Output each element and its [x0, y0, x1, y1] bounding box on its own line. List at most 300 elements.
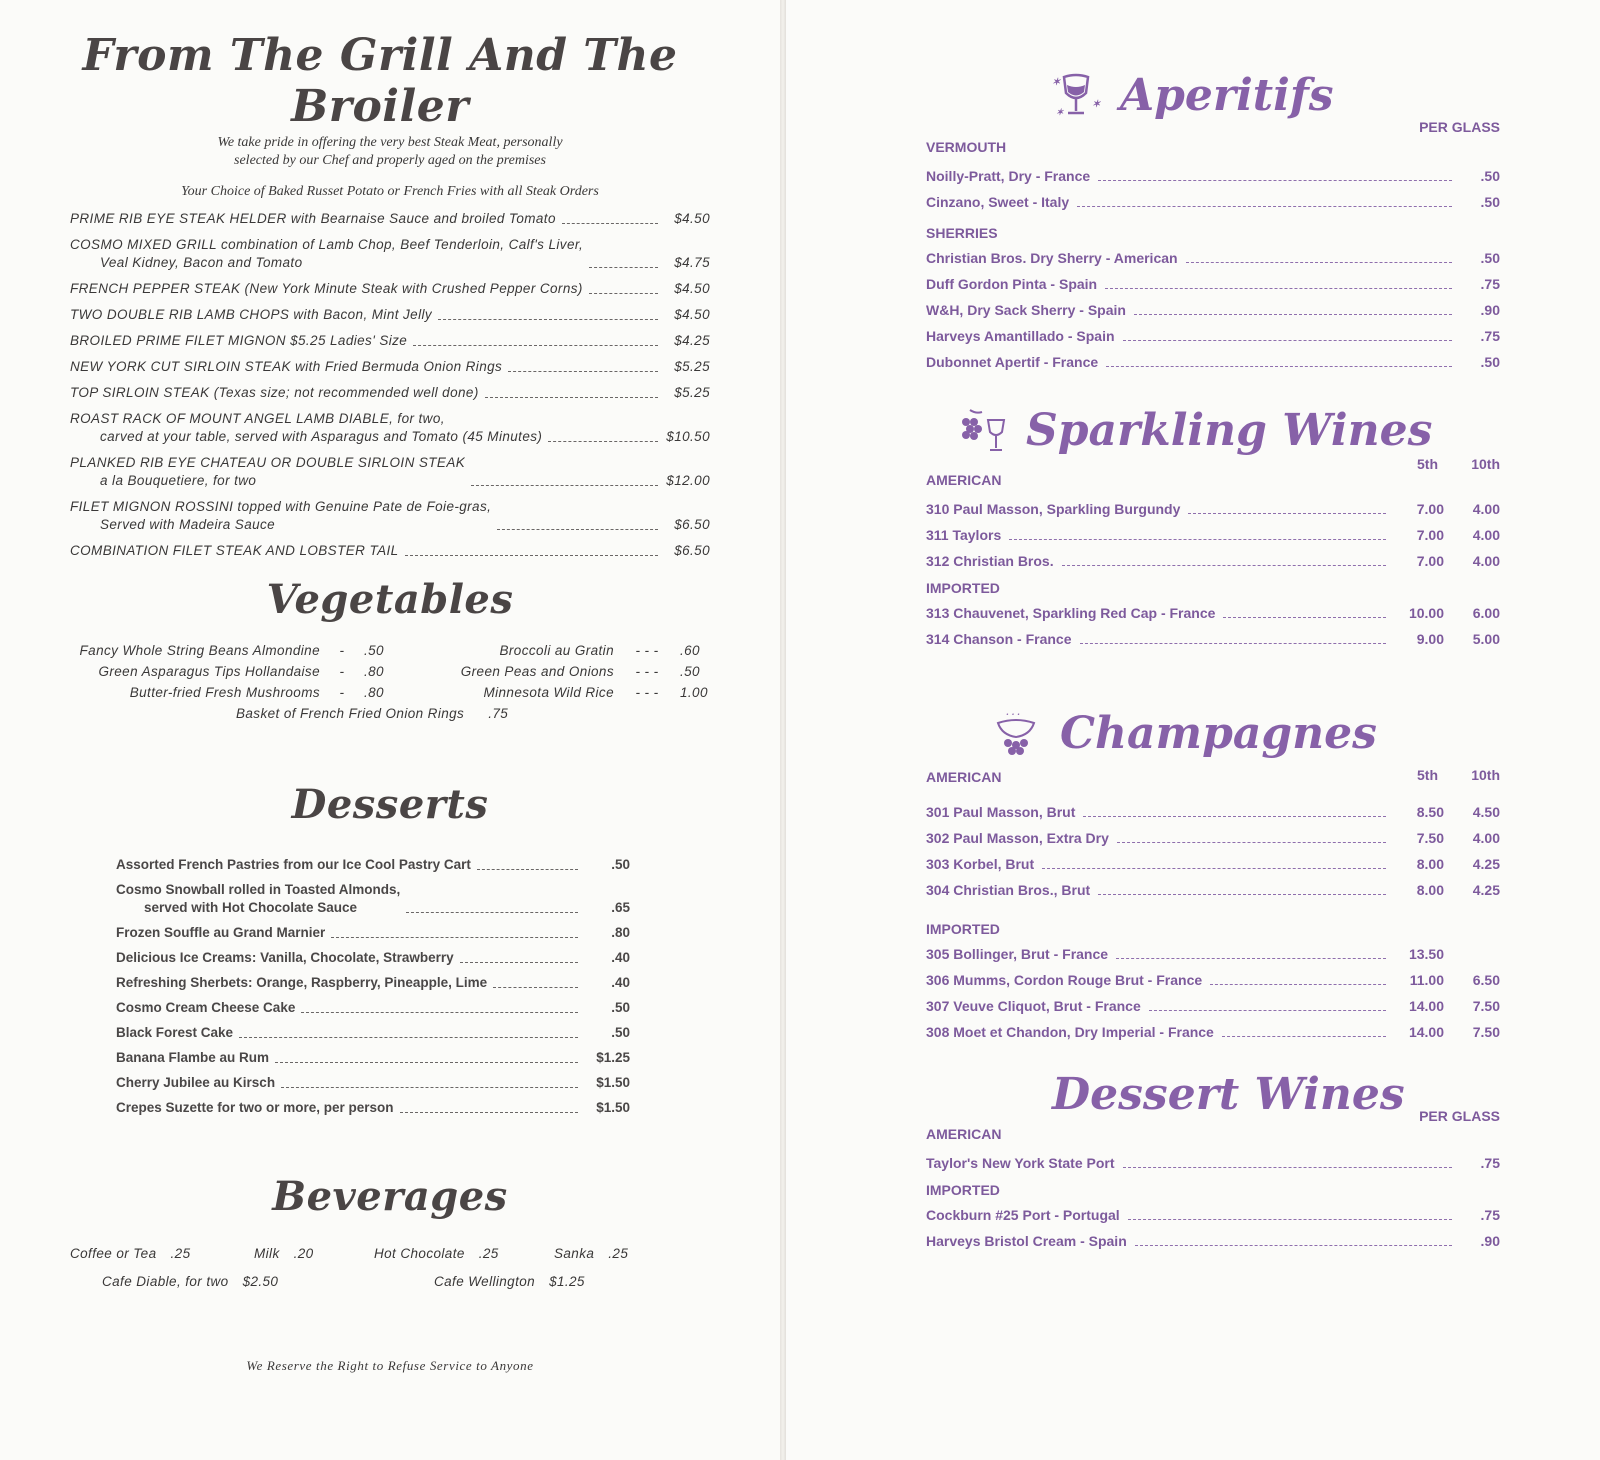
dessert-item-title: Cosmo Cream Cheese Cake — [116, 1000, 296, 1015]
beverage-price: .20 — [293, 1246, 314, 1261]
dot-leader — [301, 1002, 578, 1013]
dash: - - - — [635, 664, 659, 679]
champagne-item — [926, 855, 1500, 873]
dessert-wines-title-text: Dessert Wines — [1052, 1069, 1405, 1120]
grill-item-title: FRENCH PEPPER STEAK (New York Minute Steak with Crushed Pepper Corns) — [70, 281, 583, 296]
champagne-item-price-10th: 7.50 — [1472, 1024, 1500, 1040]
champagnes-title-text: Champagnes — [1060, 708, 1377, 759]
sherry-item-name: W&H, Dry Sack Sherry - Spain — [926, 302, 1126, 318]
grill-tagline: We take pride in offering the very best Steak Meat, personally selected by our Chef and properly aged on the premises — [217, 135, 563, 168]
dot-leader — [1128, 1209, 1452, 1220]
grill-item-name — [70, 498, 491, 534]
dot-leader — [1077, 196, 1452, 207]
dessert-wine-item-price: .90 — [1480, 1233, 1500, 1249]
dessert-item-title: Delicious Ice Creams: Vanilla, Chocolate, Strawberry — [116, 950, 454, 965]
vegetable-price: .80 — [364, 664, 384, 679]
dessert-item — [116, 1049, 630, 1067]
dessert-item-name — [116, 1099, 394, 1117]
beverage-row — [70, 1274, 710, 1302]
dash: - — [339, 685, 345, 700]
dot-leader — [589, 283, 658, 294]
grill-item — [70, 498, 710, 534]
dot-leader — [1098, 884, 1386, 895]
dessert-item — [116, 949, 630, 967]
per-glass-label: PER GLASS — [1419, 119, 1500, 135]
vegetable-row — [70, 664, 710, 679]
sparkling-item-price-10th: 4.00 — [1472, 527, 1500, 543]
dessert-item-name — [116, 1074, 275, 1092]
sparkling-item — [926, 526, 1500, 544]
sparkling-item — [926, 500, 1500, 518]
champagnes-american-list — [926, 803, 1500, 899]
champagne-item-name: 302 Paul Masson, Extra Dry — [926, 830, 1109, 846]
beverage-item — [554, 1246, 628, 1261]
sparkling-imported-label: IMPORTED — [926, 580, 1000, 596]
dessert-item-name — [116, 1024, 233, 1042]
grill-item-price: $5.25 — [674, 385, 710, 400]
sherry-item-name: Dubonnet Apertif - France — [926, 354, 1099, 370]
champagnes-header — [926, 759, 1500, 783]
dessert-wine-item — [926, 1154, 1500, 1172]
dessert-wine-item — [926, 1206, 1500, 1224]
dot-leader — [438, 309, 658, 320]
dot-leader — [1135, 1235, 1452, 1246]
champagne-item — [926, 971, 1500, 989]
vegetable-price: .50 — [680, 664, 700, 679]
dot-leader — [1080, 633, 1387, 644]
dessert-item-price: .65 — [611, 900, 630, 915]
sparkling-item — [926, 552, 1500, 570]
vegetable-item — [70, 685, 394, 700]
dot-leader — [331, 927, 578, 938]
beverage-price: .25 — [170, 1246, 191, 1261]
dessert-item-price: .50 — [611, 1000, 630, 1015]
dot-leader — [413, 335, 658, 346]
beverage-item — [374, 1246, 499, 1261]
sherry-item-price: .75 — [1480, 328, 1500, 344]
sherry-item-name: Duff Gordon Pinta - Spain — [926, 276, 1098, 292]
dessert-item — [116, 974, 630, 992]
sherry-item-price: .75 — [1480, 276, 1500, 292]
grapes-glass-icon — [952, 406, 1012, 456]
grill-item-title: TWO DOUBLE RIB LAMB CHOPS with Bacon, Mint Jelly — [70, 307, 433, 322]
dot-leader — [1210, 974, 1386, 985]
dessert-wines-imported-list — [926, 1206, 1500, 1250]
vegetable-item — [394, 643, 710, 658]
grill-item-name — [70, 358, 502, 376]
grill-item — [70, 410, 710, 446]
vermouth-label: VERMOUTH — [926, 139, 1007, 155]
champagne-item-price-5th: 13.50 — [1408, 946, 1444, 962]
dessert-item-name — [116, 881, 400, 917]
dessert-item — [116, 1074, 630, 1092]
sparkling-item-price-5th: 9.00 — [1416, 631, 1444, 647]
sherry-item — [926, 353, 1500, 371]
beverage-price: $2.50 — [242, 1274, 279, 1289]
vegetable-price: .50 — [364, 643, 384, 658]
wine-glass-icon — [1046, 71, 1106, 121]
beverage-name: Cafe Diable, for two — [102, 1274, 229, 1289]
vermouth-item — [926, 193, 1500, 211]
dot-leader — [1123, 330, 1452, 341]
champagnes-title — [986, 708, 1500, 759]
sparkling-american-list — [926, 500, 1500, 570]
dot-leader — [281, 1077, 578, 1088]
champagne-item-price-5th: 8.50 — [1416, 804, 1444, 820]
reserve-notice: We Reserve the Right to Refuse Service to Anyone — [246, 1358, 534, 1373]
dessert-item-name — [116, 949, 454, 967]
vegetable-item — [70, 664, 394, 679]
champagne-item-name: 304 Christian Bros., Brut — [926, 882, 1091, 898]
grill-item-subtitle: a la Bouquetiere, for two — [100, 473, 257, 488]
champagnes-imported-label: IMPORTED — [926, 921, 1000, 937]
grill-item-price: $10.50 — [666, 429, 710, 444]
sparkling-item-name: 312 Christian Bros. — [926, 553, 1054, 569]
sparkling-item-name: 311 Taylors — [926, 527, 1002, 543]
champagne-item-name: 303 Korbel, Brut — [926, 856, 1035, 872]
sparkling-item-price-5th: 7.00 — [1416, 527, 1444, 543]
desserts-title: Desserts — [291, 781, 489, 828]
sparkling-item-price-10th: 4.00 — [1472, 553, 1500, 569]
vegetable-name: Basket of French Fried Onion Rings — [236, 706, 465, 721]
dash: - — [339, 664, 345, 679]
vegetable-name: Minnesota Wild Rice — [483, 685, 614, 700]
champagnes-col-5th: 5th — [1417, 767, 1438, 783]
sherry-item-price: .50 — [1480, 250, 1500, 266]
dot-leader — [1222, 1026, 1386, 1037]
vermouth-item — [926, 167, 1500, 185]
vermouth-item-name: Noilly-Pratt, Dry - France — [926, 168, 1091, 184]
dash: - — [339, 643, 345, 658]
dot-leader — [497, 519, 658, 530]
dot-leader — [1149, 1000, 1386, 1011]
dot-leader — [493, 977, 578, 988]
grill-item — [70, 454, 710, 490]
champagnes-imported-list — [926, 945, 1500, 1041]
dot-leader — [239, 1027, 578, 1038]
dot-leader — [477, 859, 578, 870]
vegetable-price: .75 — [488, 706, 509, 721]
dessert-item-title: Assorted French Pastries from our Ice Cool Pastry Cart — [116, 857, 471, 872]
dot-leader — [275, 1052, 578, 1063]
dot-leader — [1117, 832, 1386, 843]
aperitifs-header — [926, 119, 1500, 155]
grill-item-name — [70, 236, 583, 272]
vegetable-name: Fancy Whole String Beans Almondine — [79, 643, 320, 658]
dessert-item-title: Frozen Souffle au Grand Marnier — [116, 925, 326, 940]
champagne-item-name: 306 Mumms, Cordon Rouge Brut - France — [926, 972, 1203, 988]
grill-item — [70, 236, 710, 272]
dot-leader — [405, 545, 658, 556]
vermouth-list — [926, 167, 1500, 211]
champagne-item-name: 308 Moet et Chandon, Dry Imperial - France — [926, 1024, 1214, 1040]
vermouth-item-price: .50 — [1480, 168, 1500, 184]
sherry-item — [926, 275, 1500, 293]
beverage-item — [254, 1246, 314, 1261]
champagne-item-price-10th: 4.25 — [1472, 882, 1500, 898]
sherry-item-name: Christian Bros. Dry Sherry - American — [926, 250, 1178, 266]
grill-item-title: NEW YORK CUT SIRLOIN STEAK with Fried Bermuda Onion Rings — [70, 359, 503, 374]
beverage-name: Coffee or Tea — [70, 1246, 157, 1261]
beverage-name: Cafe Wellington — [434, 1274, 536, 1289]
sparkling-item-price-10th: 5.00 — [1472, 631, 1500, 647]
dot-leader — [508, 361, 658, 372]
dessert-wines-per-glass: PER GLASS — [1419, 1108, 1500, 1124]
beverage-row — [70, 1246, 710, 1274]
dash: - - - — [635, 685, 659, 700]
dot-leader — [460, 952, 578, 963]
dessert-item-name — [116, 999, 295, 1017]
grill-item — [70, 280, 710, 298]
champagne-item-price-5th: 14.00 — [1408, 998, 1444, 1014]
desserts-list — [70, 856, 710, 1117]
dessert-item — [116, 924, 630, 942]
grill-item-name — [70, 280, 583, 298]
vegetable-price: .80 — [364, 685, 384, 700]
champagnes-american-label: AMERICAN — [926, 769, 1002, 785]
champagne-item — [926, 945, 1500, 963]
beverage-name: Milk — [254, 1246, 280, 1261]
champagne-item-price-5th: 8.00 — [1416, 856, 1444, 872]
sparkling-header — [926, 456, 1500, 488]
grill-item-title: PRIME RIB EYE STEAK HELDER with Bearnaise Sauce and broiled Tomato — [70, 211, 556, 226]
champagne-item-price-10th: 4.00 — [1472, 830, 1500, 846]
vermouth-item-name: Cinzano, Sweet - Italy — [926, 194, 1070, 210]
grill-item-title: FILET MIGNON ROSSINI topped with Genuine Pate de Foie-gras, — [70, 499, 492, 514]
vegetable-row — [70, 706, 710, 721]
grill-item — [70, 332, 710, 350]
dessert-wine-item-price: .75 — [1480, 1155, 1500, 1171]
sherries-label: SHERRIES — [926, 225, 998, 241]
grill-item-title: PLANKED RIB EYE CHATEAU OR DOUBLE SIRLOIN STEAK — [70, 455, 466, 470]
dessert-item — [116, 999, 630, 1017]
dessert-item — [116, 1099, 630, 1117]
champagne-item-price-10th: 6.50 — [1472, 972, 1500, 988]
grill-item-title: TOP SIRLOIN STEAK (Texas size; not recommended well done) — [70, 385, 479, 400]
dot-leader — [406, 902, 578, 913]
grill-item-price: $4.75 — [674, 255, 710, 270]
grill-item — [70, 306, 710, 324]
champagne-item-price-10th: 7.50 — [1472, 998, 1500, 1014]
grill-item-name — [70, 410, 542, 446]
aperitifs-title — [1046, 70, 1500, 121]
dot-leader — [1116, 948, 1386, 959]
beverage-item — [102, 1274, 278, 1289]
grill-item-name — [70, 306, 432, 324]
dot-leader — [589, 257, 658, 268]
dessert-item-subtitle: served with Hot Chocolate Sauce — [144, 900, 358, 915]
grill-item-price: $4.50 — [674, 281, 710, 296]
dessert-item-title: Crepes Suzette for two or more, per person — [116, 1100, 394, 1115]
beverage-price: .25 — [478, 1246, 499, 1261]
champagne-item — [926, 881, 1500, 899]
sparkling-item — [926, 604, 1500, 622]
champagne-bowl-icon — [986, 709, 1046, 759]
sparkling-col-5th: 5th — [1417, 456, 1438, 472]
champagne-item — [926, 1023, 1500, 1041]
grill-item-title: COMBINATION FILET STEAK AND LOBSTER TAIL — [70, 543, 399, 558]
dessert-item-price: $1.50 — [596, 1100, 630, 1115]
dessert-item-title: Black Forest Cake — [116, 1025, 234, 1040]
vegetable-row — [70, 643, 710, 658]
sparkling-title-text: Sparkling Wines — [1026, 405, 1433, 456]
sparkling-item-price-5th: 7.00 — [1416, 553, 1444, 569]
dessert-wine-item-name: Harveys Bristol Cream - Spain — [926, 1233, 1127, 1249]
sparkling-item-price-10th: 4.00 — [1472, 501, 1500, 517]
sparkling-american-label: AMERICAN — [926, 472, 1002, 488]
champagne-item-price-5th: 11.00 — [1409, 972, 1444, 988]
grill-title: From The Grill And The Broiler — [82, 30, 678, 132]
dot-leader — [1062, 555, 1386, 566]
champagne-item-price-5th: 14.00 — [1408, 1024, 1444, 1040]
dot-leader — [1223, 607, 1386, 618]
beverage-price: .25 — [608, 1246, 629, 1261]
grill-item — [70, 384, 710, 402]
dessert-item-price: .50 — [611, 1025, 630, 1040]
dessert-wines-american-list — [926, 1154, 1500, 1172]
right-page — [786, 0, 1600, 1460]
grill-item-title: ROAST RACK OF MOUNT ANGEL LAMB DIABLE, for two, — [70, 411, 445, 426]
sherry-item-name: Harveys Amantillado - Spain — [926, 328, 1115, 344]
sparkling-item — [926, 630, 1500, 648]
sherry-item — [926, 249, 1500, 267]
dot-leader — [1106, 356, 1452, 367]
aperitifs-title-text: Aperitifs — [1120, 70, 1334, 121]
grill-item-name — [70, 454, 465, 490]
champagne-item-name: 305 Bollinger, Brut - France — [926, 946, 1109, 962]
dessert-item-price: .40 — [611, 975, 630, 990]
dessert-item — [116, 1024, 630, 1042]
left-page — [0, 0, 780, 1460]
champagne-item-price-10th: 4.50 — [1472, 804, 1500, 820]
sparkling-item-price-10th: 6.00 — [1472, 605, 1500, 621]
grill-item — [70, 210, 710, 228]
dessert-wine-item — [926, 1232, 1500, 1250]
grill-item-price: $4.50 — [674, 307, 710, 322]
svg-text:✶: ✶ — [1056, 107, 1064, 118]
grill-item-name — [70, 210, 556, 228]
dessert-wines-imported-label: IMPORTED — [926, 1182, 1000, 1198]
dessert-wines-american-label: AMERICAN — [926, 1126, 1002, 1142]
dot-leader — [1009, 529, 1386, 540]
dot-leader — [1083, 806, 1386, 817]
dot-leader — [471, 475, 658, 486]
vegetable-name: Green Peas and Onions — [460, 664, 614, 679]
dot-leader — [1105, 278, 1452, 289]
sparkling-item-price-5th: 10.00 — [1408, 605, 1444, 621]
sparkling-imported-list — [926, 604, 1500, 648]
champagne-item-price-10th: 4.25 — [1472, 856, 1500, 872]
champagnes-col-10th: 10th — [1471, 767, 1500, 783]
champagne-item — [926, 829, 1500, 847]
vegetable-name: Butter-fried Fresh Mushrooms — [129, 685, 320, 700]
dot-leader — [400, 1102, 578, 1113]
dessert-item-title: Cherry Jubilee au Kirsch — [116, 1075, 276, 1090]
grill-item-price: $6.50 — [674, 517, 710, 532]
champagne-item-name: 307 Veuve Cliquot, Brut - France — [926, 998, 1141, 1014]
vegetable-price: 1.00 — [680, 685, 708, 700]
beverage-item — [434, 1274, 585, 1289]
grill-item-name — [70, 384, 479, 402]
sparkling-item-name: 314 Chanson - France — [926, 631, 1072, 647]
dessert-wine-item-name: Taylor's New York State Port — [926, 1155, 1115, 1171]
vegetable-name: Green Asparagus Tips Hollandaise — [98, 664, 320, 679]
grill-item-subtitle: Served with Madeira Sauce — [100, 517, 276, 532]
vegetable-row — [70, 685, 710, 700]
dessert-wines-header — [926, 1108, 1500, 1144]
dessert-item-name — [116, 924, 325, 942]
dessert-item-name — [116, 1049, 269, 1067]
dessert-item-title: Banana Flambe au Rum — [116, 1050, 270, 1065]
grill-item-subtitle: Veal Kidney, Bacon and Tomato — [100, 255, 303, 270]
grill-item-price: $4.50 — [674, 211, 710, 226]
svg-text:✶: ✶ — [1092, 98, 1101, 110]
dessert-item-price: $1.50 — [596, 1075, 630, 1090]
sherry-item — [926, 301, 1500, 319]
grill-item-price: $5.25 — [674, 359, 710, 374]
vegetable-item — [70, 643, 394, 658]
dot-leader — [548, 431, 658, 442]
champagne-item-price-5th: 8.00 — [1416, 882, 1444, 898]
dot-leader — [1123, 1157, 1452, 1168]
svg-text:· · ·: · · · — [1006, 708, 1020, 719]
dot-leader — [1098, 170, 1452, 181]
beverage-price: $1.25 — [549, 1274, 585, 1289]
grill-item — [70, 542, 710, 560]
dot-leader — [1134, 304, 1452, 315]
grill-item-title: BROILED PRIME FILET MIGNON $5.25 Ladies' Size — [70, 333, 408, 348]
grill-choice-note: Your Choice of Baked Russet Potato or French Fries with all Steak Orders — [181, 184, 599, 199]
dessert-wine-item-name: Cockburn #25 Port - Portugal — [926, 1207, 1120, 1223]
grill-item-name — [70, 332, 407, 350]
dot-leader — [1186, 252, 1452, 263]
sparkling-item-name: 310 Paul Masson, Sparkling Burgundy — [926, 501, 1181, 517]
champagne-item-name: 301 Paul Masson, Brut — [926, 804, 1076, 820]
dot-leader — [562, 213, 658, 224]
champagne-item — [926, 997, 1500, 1015]
dot-leader — [1042, 858, 1386, 869]
beverages-list — [70, 1246, 710, 1302]
dash: - - - — [635, 643, 659, 658]
grill-item-price: $6.50 — [674, 543, 710, 558]
sparkling-item-name: 313 Chauvenet, Sparkling Red Cap - France — [926, 605, 1216, 621]
svg-text:✶: ✶ — [1052, 76, 1061, 88]
champagne-item — [926, 803, 1500, 821]
dessert-item-title: Refreshing Sherbets: Orange, Raspberry, Pineapple, Lime — [116, 975, 488, 990]
vegetable-item — [394, 664, 710, 679]
sherry-item-price: .90 — [1480, 302, 1500, 318]
beverages-title: Beverages — [272, 1173, 508, 1220]
grill-item-price: $4.25 — [674, 333, 710, 348]
grill-item-price: $12.00 — [666, 473, 710, 488]
sparkling-col-10th: 10th — [1471, 456, 1500, 472]
sherry-item-price: .50 — [1480, 354, 1500, 370]
beverage-name: Sanka — [554, 1246, 595, 1261]
sparkling-title — [952, 405, 1500, 456]
dessert-item — [116, 856, 630, 874]
dessert-wine-item-price: .75 — [1480, 1207, 1500, 1223]
vegetable-item — [394, 685, 710, 700]
dessert-item-name — [116, 856, 471, 874]
sherries-list — [926, 249, 1500, 371]
beverage-name: Hot Chocolate — [374, 1246, 465, 1261]
grill-item — [70, 358, 710, 376]
dessert-item-price: .50 — [611, 857, 630, 872]
sparkling-item-price-5th: 7.00 — [1416, 501, 1444, 517]
dessert-item-title: Cosmo Snowball rolled in Toasted Almonds, — [116, 882, 401, 897]
vegetable-name: Broccoli au Gratin — [499, 643, 614, 658]
dessert-item-price: .80 — [611, 925, 630, 940]
